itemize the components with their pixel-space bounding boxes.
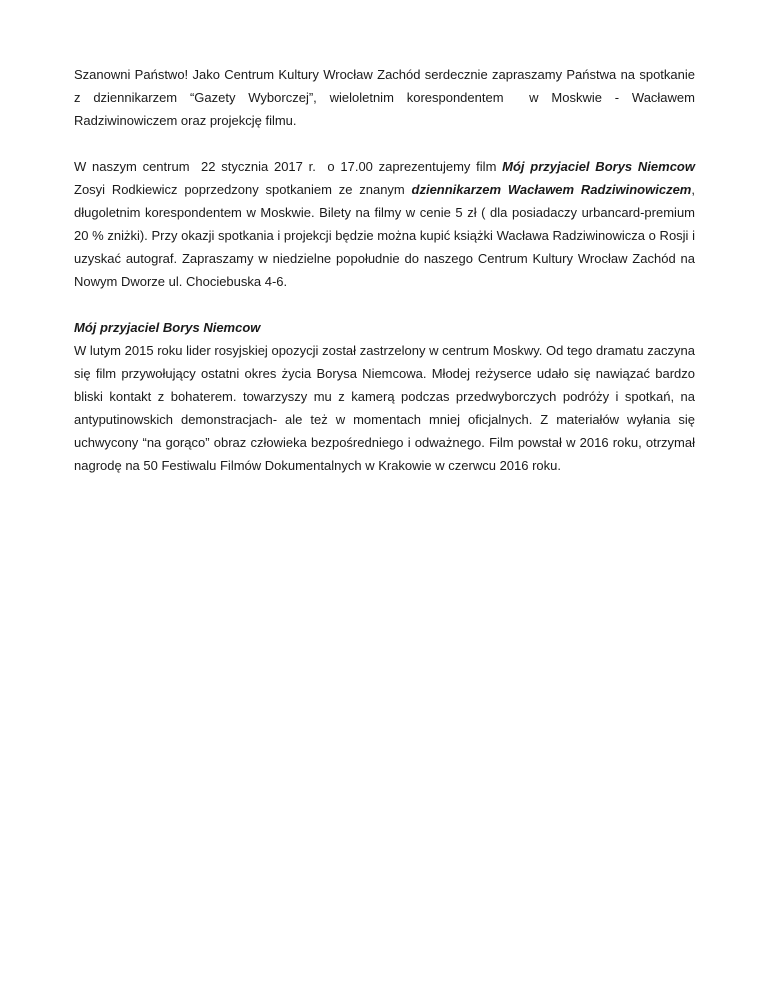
event-text-1: W naszym centrum 22 stycznia 2017 r. o 17.00 zaprezentujemy film <box>74 159 503 174</box>
event-text-3: , długoletnim korespondentem w Moskwie. Bilety na filmy w cenie 5 zł ( dla posiadaczy urbancard-premium 20 % zniżki). Przy okazji spotkania i projekcji będzie można kupić książki Wacława Radziwinowicza o Rosji i uzyskać autograf. Zapraszamy w niedzielne popołudnie do naszego Centrum Kultury Wrocław Zachód na Nowym Dworze ul. Chociebuska 4-6. <box>74 182 699 289</box>
film-description-paragraph: W lutym 2015 roku lider rosyjskiej opozycji został zastrzelony w centrum Moskwy. Od tego dramatu zaczyna się film przywołujący ostatni okres życia Borysa Niemcowa. Młodej reżyserce udało się nawiązać bardzo bliski kontakt z bohaterem. towarzyszy mu z kamerą podczas przedwyborczych podróży i spotkań, na antyputinowskich demonstracjach- ale też w momentach mniej oficjalnych. Z materiałów wyłania się uchwycony “na gorąco” obraz człowieka bezpośredniego i odważnego. Film powstał w 2016 roku, otrzymał nagrodę na 50 Festiwalu Filmów Dokumentalnych w Krakowie w czerwcu 2016 roku. <box>74 343 699 473</box>
event-text-2: Zosyi Rodkiewicz poprzedzony spotkaniem ze znanym <box>74 159 703 197</box>
invitation-paragraph: Szanowni Państwo! Jako Centrum Kultury Wrocław Zachód serdecznie zapraszamy Państwa na spotkanie z dziennikarzem “Gazety Wyborczej”, wieloletnim korespondentem w Moskwie - Wacławem Radziwinowiczem oraz projekcję filmu. <box>74 67 699 128</box>
section-heading: Mój przyjaciel Borys Niemcow <box>74 320 261 335</box>
event-paragraph <box>74 155 703 293</box>
film-title: Mój przyjaciel Borys Niemcow <box>502 159 695 174</box>
journalist-name: dziennikarzem Wacławem Radziwinowiczem <box>411 182 692 197</box>
document-page <box>74 63 703 477</box>
